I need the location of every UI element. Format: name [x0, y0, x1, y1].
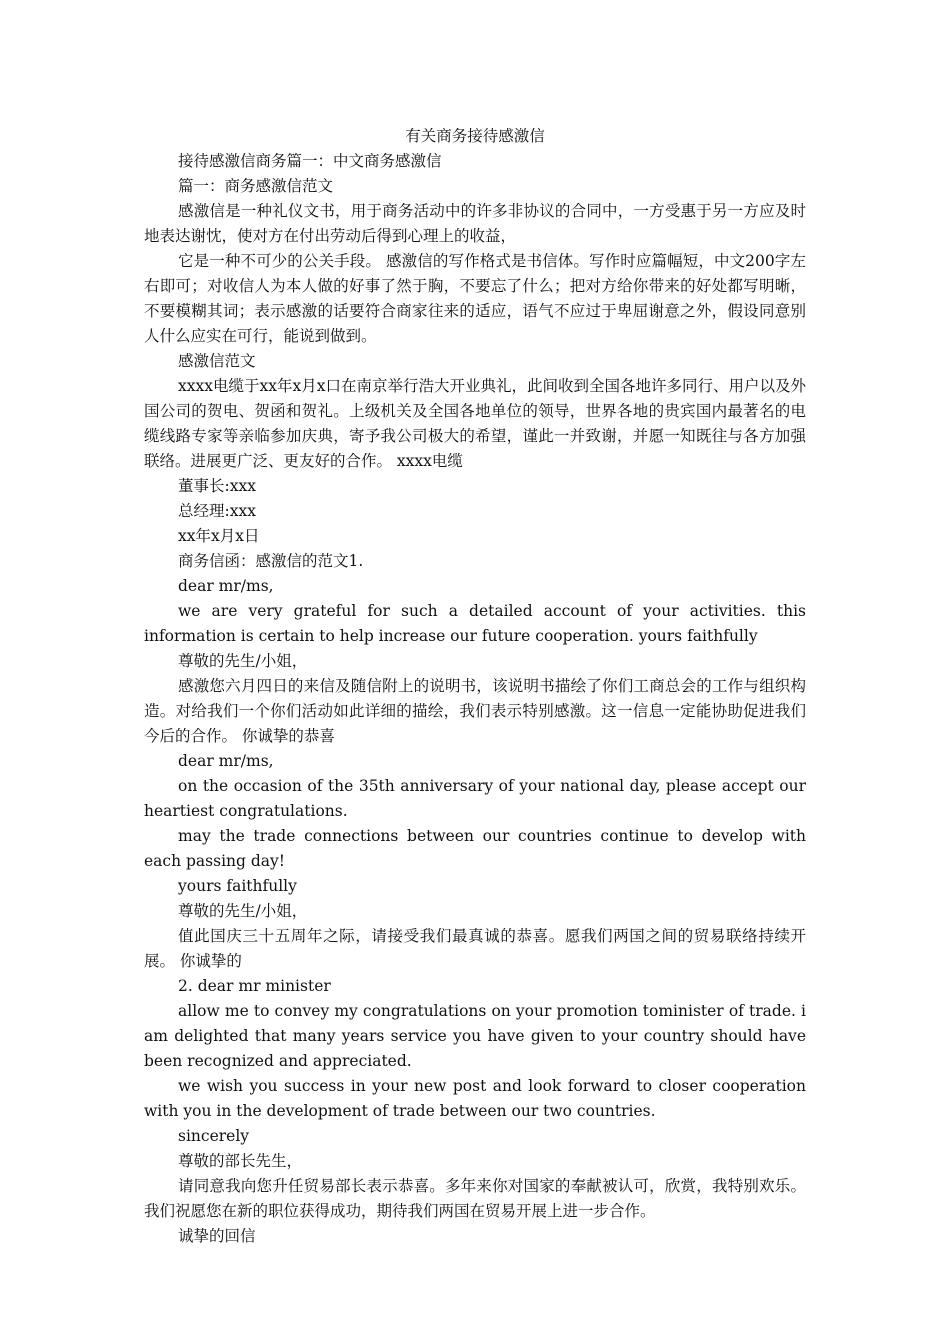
paragraph: 诚挚的回信: [178, 1227, 256, 1245]
paragraph: 商务信函：感激信的范文1.: [178, 552, 364, 570]
paragraph: 感激信是一种礼仪文书，用于商务活动中的许多非协议的合同中，一方受惠于另一方应及时地表达谢忱，使对方在付出劳动后得到心理上的收益，: [144, 202, 806, 245]
paragraph: 尊敬的先生/小姐，: [178, 902, 308, 920]
paragraph: may the trade connections between our countries continue to develop with each passing day!: [144, 827, 806, 870]
paragraph: we wish you success in your new post and look forward to closer cooperation with you in the development of trade between our two countries.: [144, 1077, 806, 1120]
paragraph: 尊敬的部长先生，: [178, 1152, 303, 1170]
paragraph: 接待感激信商务篇一：中文商务感激信: [178, 152, 442, 170]
paragraph: dear mr/ms,: [178, 752, 274, 770]
paragraph: 值此国庆三十五周年之际，请接受我们最真诚的恭喜。愿我们两国之间的贸易联络持续开展。 你诚挚的: [144, 927, 806, 970]
paragraph: allow me to convey my congratulations on your promotion tominister of trade. i am delighted that many years service you have given to your country should have been recognized and appreciated.: [144, 1002, 806, 1070]
paragraph: 2. dear mr minister: [178, 977, 331, 995]
paragraph: 篇一：商务感激信范文: [178, 177, 334, 195]
document-title: 有关商务接待感激信: [405, 127, 545, 145]
paragraph: yours faithfully: [178, 877, 297, 895]
document-body: [144, 124, 806, 1249]
paragraph: 感激信范文: [178, 352, 256, 370]
paragraph: we are very grateful for such a detailed account of your activities. this information is certain to help increase our future cooperation. yours faithfully: [144, 602, 806, 645]
paragraph: 尊敬的先生/小姐，: [178, 652, 308, 670]
paragraph: 总经理:xxx: [178, 502, 256, 520]
paragraph: dear mr/ms,: [178, 577, 274, 595]
paragraph: xxxx电缆于xx年x月x口在南京举行浩大开业典礼，此间收到全国各地许多同行、用户以及外国公司的贺电、贺函和贺礼。上级机关及全国各地单位的领导，世界各地的贵宾国内最著名的电缆线路专家等亲临参加庆典，寄予我公司极大的希望，谨此一并致谢，并愿一知既往与各方加强联络。进展更广泛、更友好的合作。 xxxx电缆: [144, 377, 806, 470]
paragraph: on the occasion of the 35th anniversary of your national day, please accept our heartiest congratulations.: [144, 777, 806, 820]
paragraph: xx年x月x日: [178, 527, 260, 545]
paragraph: 感激您六月四日的来信及随信附上的说明书，该说明书描绘了你们工商总会的工作与组织构造。对给我们一个你们活动如此详细的描绘，我们表示特别感激。这一信息一定能协助促进我们今后的合作。 你诚挚的恭喜: [144, 677, 806, 745]
paragraph: 董事长:xxx: [178, 477, 256, 495]
paragraph: 它是一种不可少的公关手段。 感激信的写作格式是书信体。写作时应篇幅短，中文200字左右即可；对收信人为本人做的好事了然于胸，不要忘了什么；把对方给你带来的好处都写明晰，不要模糊其词；表示感激的话要符合商家往来的适应，语气不应过于卑屈谢意之外，假设同意别人什么应实在可行，能说到做到。: [144, 252, 806, 345]
paragraph: sincerely: [178, 1127, 250, 1145]
paragraph: 请同意我向您升任贸易部长表示恭喜。多年来你对国家的奉献被认可，欣赏，我特别欢乐。我们祝愿您在新的职位获得成功，期待我们两国在贸易开展上进一步合作。: [144, 1177, 806, 1220]
